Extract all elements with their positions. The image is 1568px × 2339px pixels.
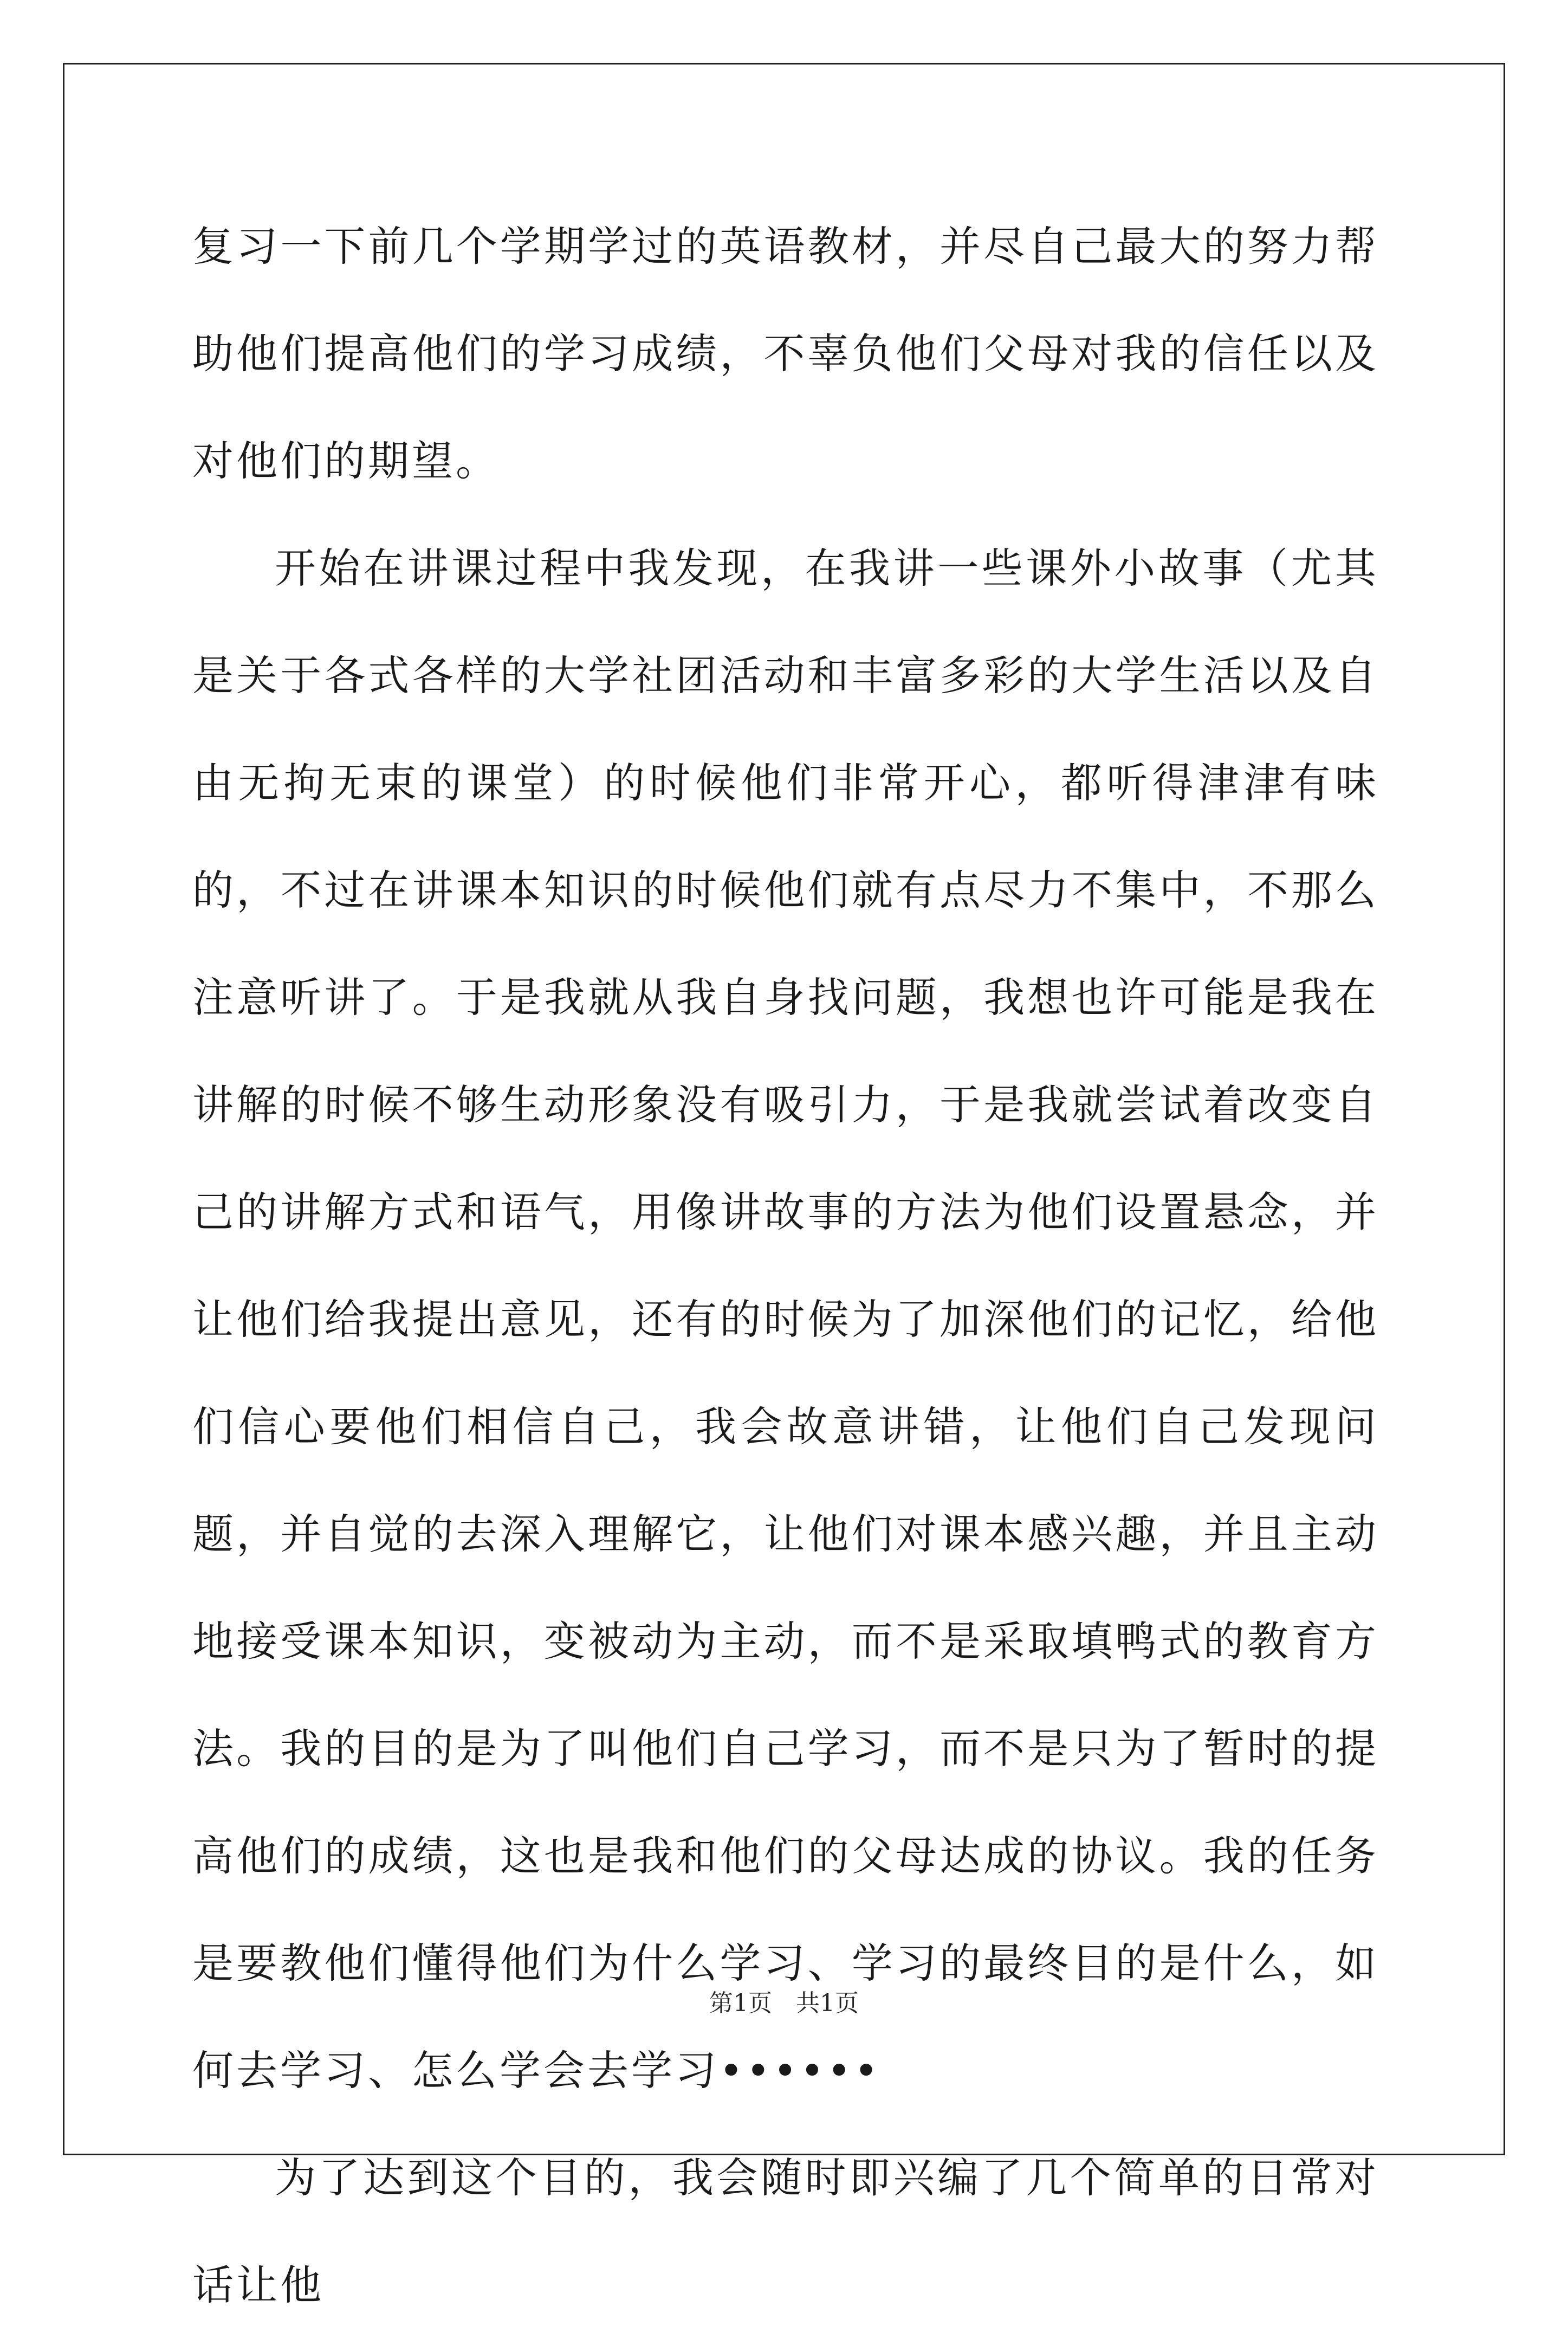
page-number-footer: 第1页 共1页 xyxy=(709,1989,859,2017)
paragraph: 为了达到这个目的，我会随时即兴编了几个简单的日常对话让他 xyxy=(192,2154,1379,2309)
paragraph: 开始在讲课过程中我发现，在我讲一些课外小故事（尤其是关于各式各样的大学社团活动和丰富多彩的大学生活以及自由无拘无束的课堂）的时候他们非常开心，都听得津津有味的，不过在讲课本知识的时候他们就有点尽力不集中，不那么注意听讲了。于是我就从我自身找问题，我想也许可能是我在讲解的时候不够生动形象没有吸引力，于是我就尝试着改变自己的讲解方式和语气，用像讲故事的方法为他们设置悬念，并让他们给我提出意见，还有的时候为了加深他们的记忆，给他们信心要他们相信自己，我会故意讲错，让他们自己发现问题，并自觉的去深入理解它，让他们对课本感兴趣，并且主动地接受课本知识，变被动为主动，而不是采取填鸭式的教育方法。我的目的是为了叫他们自己学习，而不是只为了暂时的提高他们的成绩，这也是我和他们的父母达成的协议。我的任务是要教他们懂得他们为什么学习、学习的最终目的是什么，如何去学习、怎么学会去学习•••••• xyxy=(192,544,1379,2095)
paragraph: 复习一下前几个学期学过的英语教材，并尽自己最大的努力帮助他们提高他们的学习成绩，不辜负他们父母对我的信任以及对他们的期望。 xyxy=(192,222,1379,485)
